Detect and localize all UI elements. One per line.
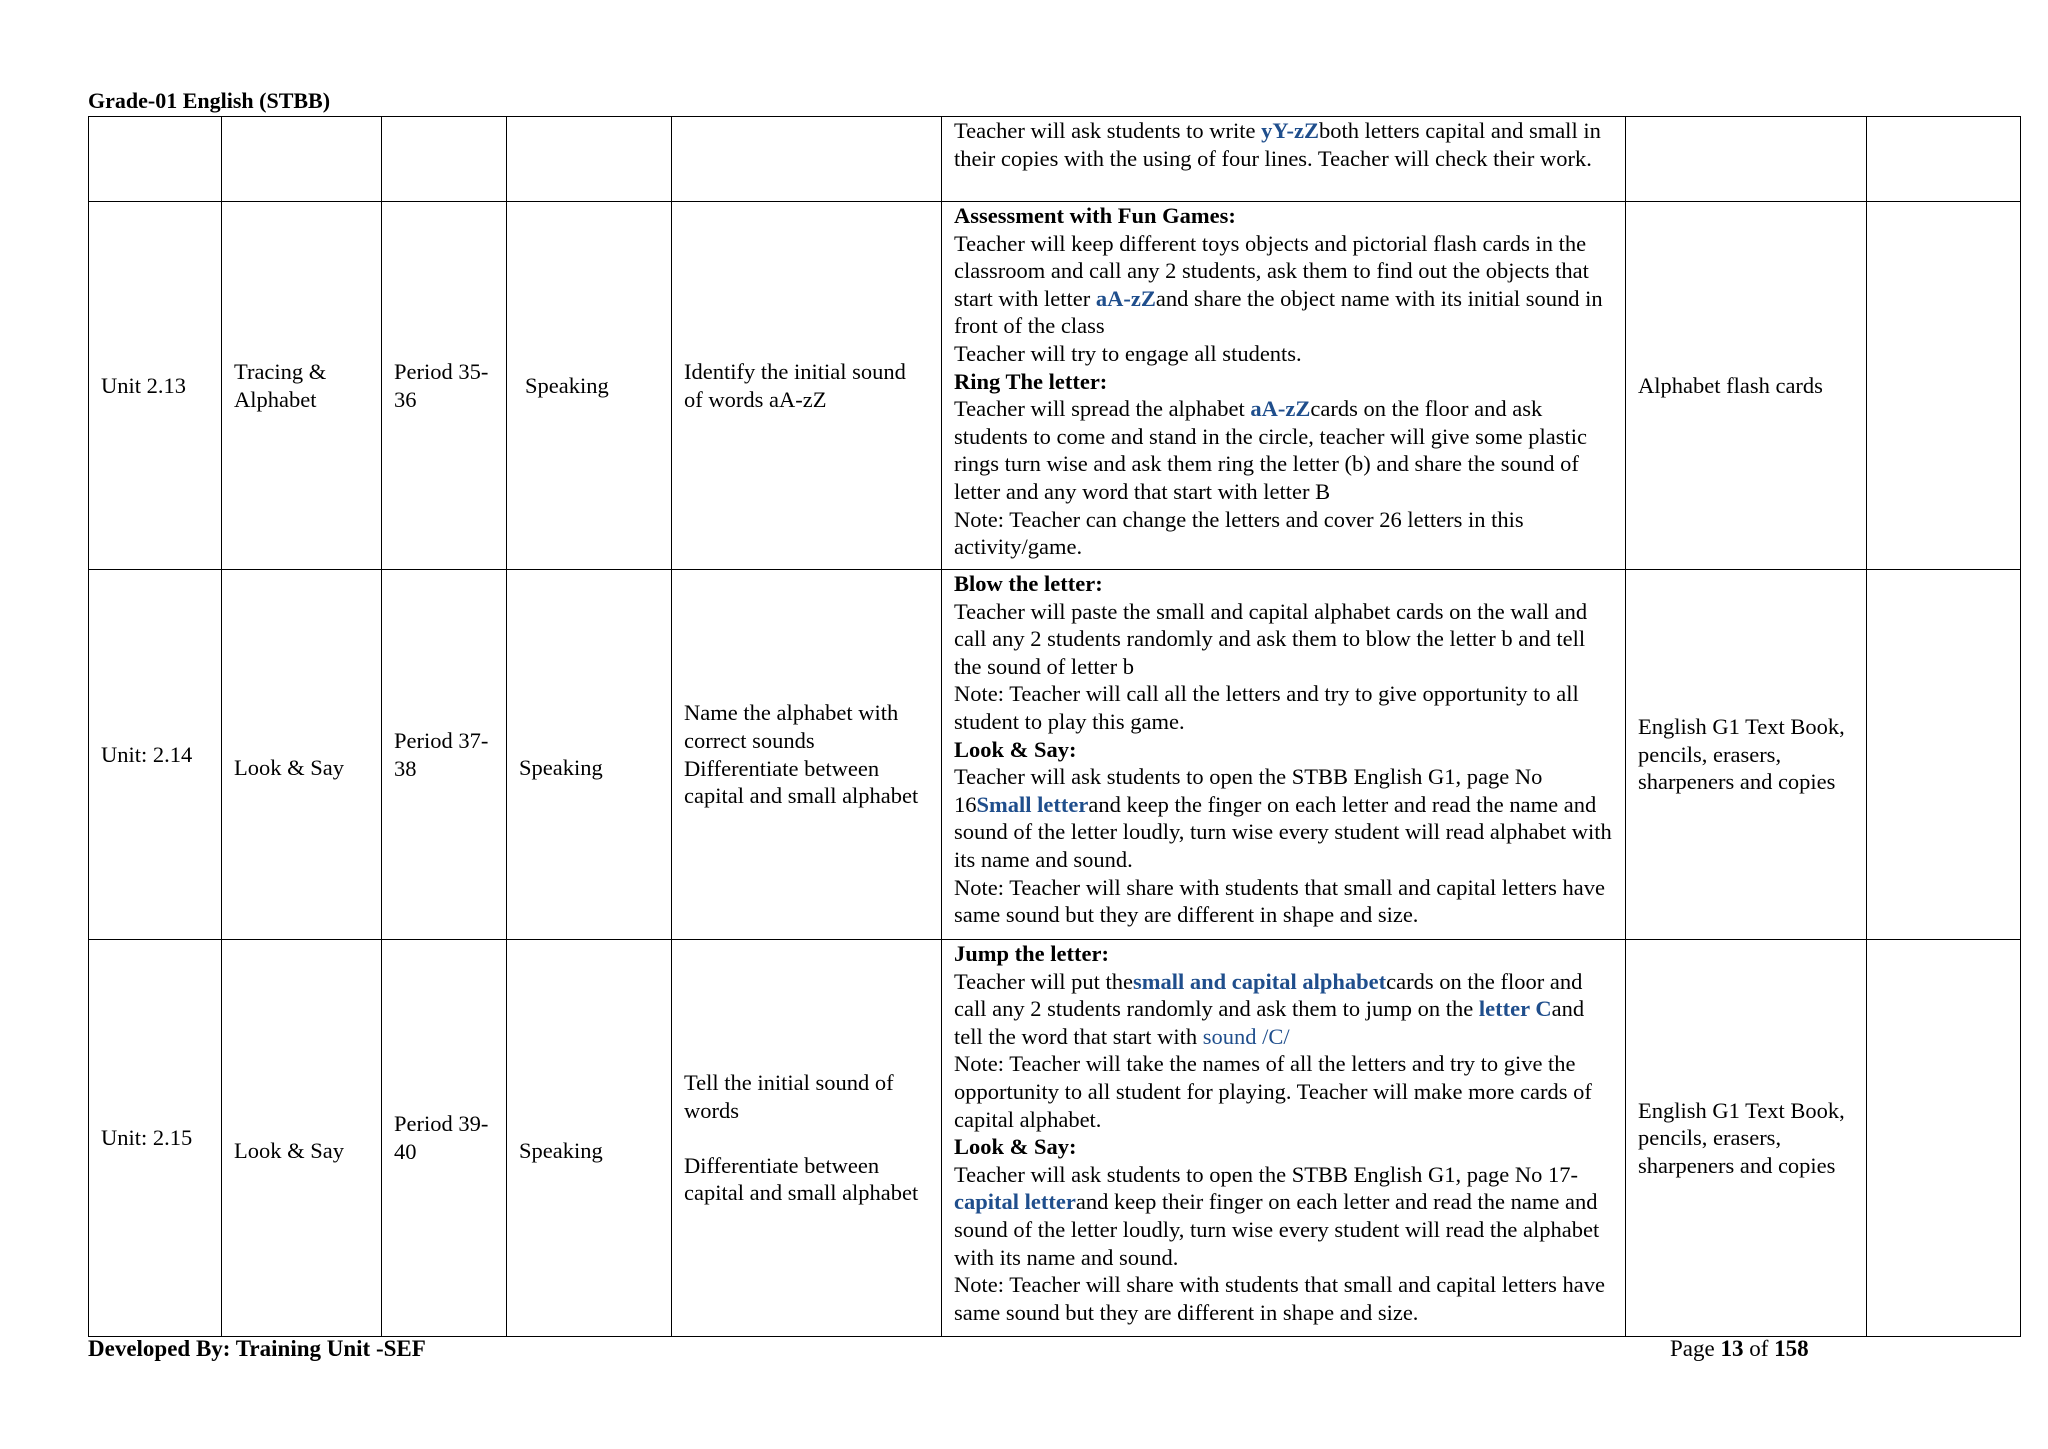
resources-cell	[1626, 117, 1867, 202]
activity-text	[954, 230, 1613, 340]
table-row	[89, 940, 2021, 1337]
highlighted-text: sound /C/	[1202, 1023, 1290, 1049]
period-cell: Period 39-40	[382, 940, 507, 1337]
slo-text: Differentiate between capital and small alphabet	[684, 1152, 919, 1206]
topic-cell: Tracing & Alphabet	[222, 202, 382, 570]
extra-cell	[1867, 117, 2021, 202]
extra-cell	[1867, 202, 2021, 570]
page-header: Grade-01 English (STBB)	[88, 88, 331, 113]
resources-cell: English G1 Text Book, pencils, erasers, sharpeners and copies	[1626, 570, 1867, 940]
text-segment: Teacher will ask students to open the STBB English G1, page No 16	[954, 764, 1543, 817]
activity-title: Look & Say:	[954, 736, 1077, 762]
footer-developed-by: Developed By: Training Unit -SEF	[88, 1336, 426, 1361]
highlighted-text: capital letter	[954, 1189, 1076, 1215]
text-segment: Teacher will keep different toys objects and pictorial flash cards in the classroom and call any 2 students, ask them to find out the objects that start with letter	[954, 230, 1589, 311]
unit-cell	[89, 117, 222, 202]
highlighted-text: small and capital alphabet	[1132, 968, 1387, 994]
activity-title: Assessment with Fun Games:	[954, 203, 1236, 228]
activity-title: Blow the letter:	[954, 571, 1103, 596]
period-cell: Period 37-38	[382, 570, 507, 940]
skill-cell: Speaking	[507, 940, 672, 1337]
lesson-plan-table	[88, 116, 2021, 1337]
skill-cell	[507, 117, 672, 202]
text-segment: and tell the word that start with	[954, 996, 1585, 1049]
page-total: 158	[1774, 1336, 1809, 1361]
activity-text	[954, 395, 1613, 505]
topic-cell: Look & Say	[222, 940, 382, 1337]
page-number	[1670, 1336, 1809, 1362]
activity-title: Ring The letter:	[954, 368, 1108, 394]
slo-cell	[672, 117, 942, 202]
activity-text	[954, 117, 1613, 172]
unit-cell: Unit: 2.15	[89, 940, 222, 1337]
text-segment: cards on the floor and call any 2 students randomly and ask them to jump on the	[954, 968, 1583, 1022]
page-middle: of	[1743, 1336, 1775, 1361]
slo-cell: Name the alphabet with correct sounds Differentiate between capital and small alphabet	[672, 570, 942, 940]
period-cell	[382, 117, 507, 202]
activity-cell	[942, 202, 1626, 570]
text-segment: Teacher will ask students to write	[954, 118, 1262, 143]
activity-cell	[942, 570, 1626, 940]
unit-cell: Unit 2.13	[89, 202, 222, 570]
activity-text	[954, 763, 1613, 873]
activity-note: Note: Teacher can change the letters and cover 26 letters in this activity/game.	[954, 506, 1524, 560]
activity-text	[954, 1161, 1613, 1271]
highlighted-text: letter C	[1478, 996, 1552, 1022]
text-segment: Teacher will spread the alphabet	[954, 396, 1251, 422]
resources-cell: Alphabet flash cards	[1626, 202, 1867, 570]
skill-cell: Speaking	[507, 570, 672, 940]
highlighted-text: Small letter	[976, 791, 1089, 817]
activity-cell	[942, 940, 1626, 1337]
unit-cell: Unit: 2.14	[89, 570, 222, 940]
text-segment: and keep their finger on each letter and read the name and sound of the letter loudly, turn wise every student will read the alphabet with its name and sound.	[954, 1189, 1600, 1270]
activity-note: Note: Teacher will share with students that small and capital letters have same sound but they are different in shape and size.	[954, 874, 1605, 928]
text-segment: and share the object name with its initial sound in front of the class	[954, 285, 1603, 339]
text-segment: cards on the floor and ask students to come and stand in the circle, teacher will give some plastic rings turn wise and ask them ring the letter (b) and share the sound of letter and any word that start with letter B	[954, 396, 1587, 504]
skill-cell: Speaking	[507, 202, 672, 570]
text-segment: Teacher will put the	[954, 968, 1133, 994]
slo-cell: Identify the initial sound of words aA-zZ	[672, 202, 942, 570]
activity-note: Note: Teacher will take the names of all the letters and try to give the opportunity to all student for playing. Teacher will make more cards of capital alphabet.	[954, 1051, 1592, 1132]
text-segment: Teacher will ask students to open the STBB English G1, page No 17-	[954, 1161, 1578, 1187]
activity-cell	[942, 117, 1626, 202]
activity-title: Look & Say:	[954, 1134, 1077, 1160]
table-row	[89, 117, 2021, 202]
extra-cell	[1867, 940, 2021, 1337]
topic-cell	[222, 117, 382, 202]
highlighted-text: aA-zZ	[1095, 285, 1156, 311]
activity-note: Note: Teacher will call all the letters and try to give opportunity to all student to play this game.	[954, 681, 1579, 734]
activity-title: Jump the letter:	[954, 941, 1109, 966]
activity-note: Teacher will try to engage all students.	[954, 340, 1302, 366]
slo-text: Tell the initial sound of words	[684, 1070, 894, 1123]
table-row	[89, 202, 2021, 570]
text-segment: both letters capital and small in their copies with the using of four lines. Teacher will check their work.	[954, 118, 1601, 171]
page-prefix: Page	[1670, 1336, 1721, 1361]
resources-cell: English G1 Text Book, pencils, erasers, sharpeners and copies	[1626, 940, 1867, 1337]
activity-note: Note: Teacher will share with students that small and capital letters have same sound but they are different in shape and size.	[954, 1272, 1605, 1325]
slo-cell	[672, 940, 942, 1337]
text-segment: and keep the finger on each letter and read the name and sound of the letter loudly, turn wise every student will read alphabet with its name and sound.	[954, 791, 1612, 872]
table-row	[89, 570, 2021, 940]
activity-text: Teacher will paste the small and capital alphabet cards on the wall and call any 2 students randomly and ask them to blow the letter b and tell the sound of letter b	[954, 598, 1588, 679]
highlighted-text: yY-zZ	[1261, 118, 1320, 143]
topic-cell: Look & Say	[222, 570, 382, 940]
activity-text	[954, 968, 1613, 1051]
page-current: 13	[1720, 1336, 1744, 1361]
highlighted-text: aA-zZ	[1250, 396, 1311, 422]
period-cell: Period 35-36	[382, 202, 507, 570]
extra-cell	[1867, 570, 2021, 940]
slo-spacer	[684, 1125, 929, 1152]
